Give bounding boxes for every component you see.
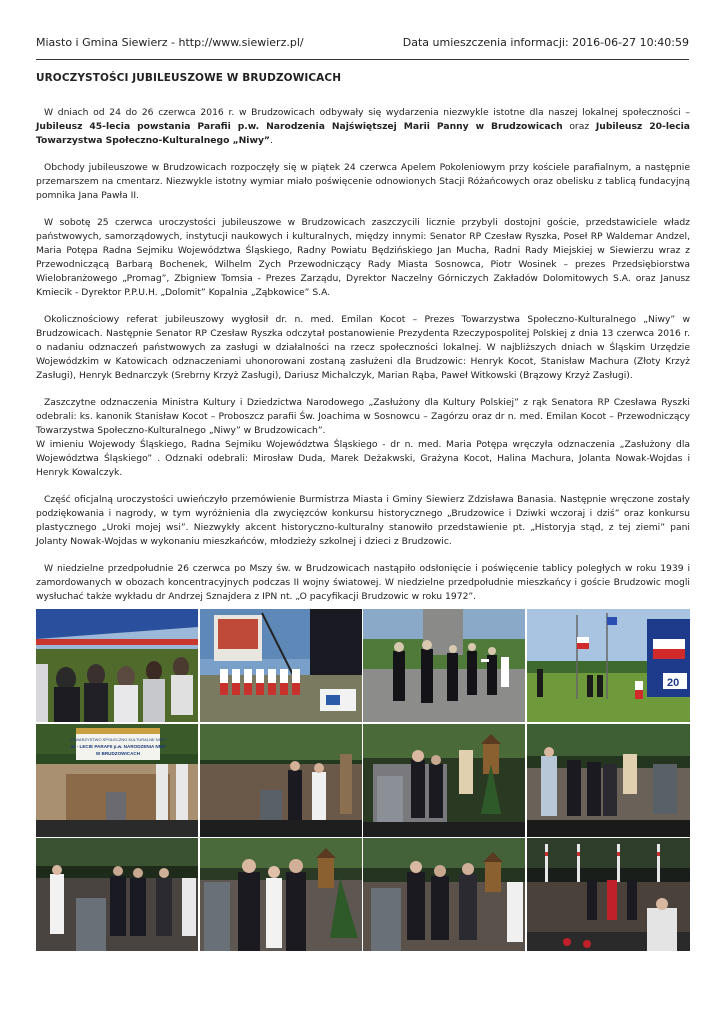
photo-handshake-award[interactable] [200,838,362,951]
publish-date: Data umieszczenia informacji: 2016-06-27 10:40:59 [402,36,689,49]
photo-evening-stage[interactable] [527,838,690,951]
photo-folk-ensemble-stage[interactable] [200,609,362,722]
paragraph: Część oficjalną uroczystości uwieńczyło przemówienie Burmistrza Miasta i Gminy Siewierz Zdzisława Banasia. Następnie wręczone zostały podziękowania i nagrody, w tym wyróżnienia dla zwycięzców konkursu historycznego „Brudzowice i Dziwki wczoraj i dziś” oraz konkursu plastycznego „Uroki mojej wsi”. Niezwykły akcent historyczno-kulturalny stanowiło przedstawienie pt. „Historyja stąd, z tej ziemi” pani Jolanty Nowak-Wojdas w wykonaniu mieszkańców, młodzieży szkolnej i dzieci z Brudzowic. [36,494,690,547]
paragraph: W niedzielne przedpołudnie 26 czerwca po Mszy św. w Brudzowicach nastąpiło odsłonięcie i poświęcenie tablicy poległych w roku 1939 i zamordowanych w obozach koncentracyjnych podczas II wojny światowej. W niedzielne przedpołudnie mieszkańcy i goście Brudzowic mogli wysłuchać także wykładu dr Andrzej Sznajdera z IPN nt. „O pacyfikacji Brudzowic w roku 1972”. [36,563,690,602]
header-divider [36,59,689,60]
photo-flags-ceremony[interactable] [527,609,690,722]
photo-award-presentation[interactable] [363,724,525,837]
site-name: Miasto i Gmina Siewierz - http://www.siewierz.pl/ [36,36,304,49]
paragraph-text: W dniach od 24 do 26 czerwca 2016 r. w Brudzowicach odbywały się wydarzenia niezwykle istotne dla naszej lokalnej społeczności – [44,107,690,118]
sign-number: 20 [666,677,679,689]
paragraph: Obchody jubileuszowe w Brudzowicach rozpoczęły się w piątek 24 czerwca Apelem Pokoleniowym przy kościele parafialnym, a następnie przemarszem na cmentarz. Niezwykle istotny wymiar miało poświęcenie odnowionych Stacji Różańcowych oraz obelisku z tablicą fundacyjną pomnika Jana Pawła II. [36,162,690,201]
paragraph-text: oraz [569,121,590,132]
article-title: UROCZYSTOŚCI JUBILEUSZOWE W BRUDZOWICACH [36,72,342,84]
photo-speakers-podium[interactable] [200,724,362,837]
banner-line-1: 45 - LECIE PARAFII p.w. NARODZENIA NMP [70,743,166,749]
paragraph [36,106,690,148]
photo-jubilee-banner-stage[interactable] [36,724,198,837]
bold-text: Jubileusz 45-lecia powstania Parafii p.w. Narodzenia Najświętszej Marii Panny w Brudzowicach [36,121,563,132]
paragraph: Zaszczytne odznaczenia Ministra Kultury i Dziedzictwa Narodowego „Zasłużony dla Kultury Polskiej” z rąk Senatora RP Czesława Ryszki odebrali: ks. kanonik Stanisław Kocot – Proboszcz parafii Św. Joachima w Sosnowcu – Zagórzu oraz dr n. med. Emilan Kocot – Przewodniczący Towarzystwa Społeczno-Kulturalnego „Niwy” w Brudzowicach”. [36,397,690,436]
photo-honorees-group[interactable] [363,838,525,951]
photo-ceremony-stage-guests[interactable] [527,724,690,837]
photo-miners-band-march[interactable] [363,609,525,722]
paragraph: W sobotę 25 czerwca uroczystości jubileuszowe w Brudzowicach zaszczycili licznie przybyli dostojni goście, przedstawiciele władz państwowych, samorządowych, instytucji naukowych i kulturalnych, między innymi: Senator RP Czesław Ryszka, Poseł RP Waldemar Andzel, Maria Potępa Radna Sejmiku Województwa Śląskiego, Radny Powiatu Będzińskiego Jan Mucha, Radni Rady Miejskiej w Siewierzu wraz z Przewodniczącą Barbarą Bochenek, Wilhelm Zych Przewodniczący Rady Miasta Sosnowca, Piotr Wosinek – prezes Przedsiębiorstwa Wielobranżowego „Promag”, Zbigniew Tomsia - Prezes Zarządu, Dyrektor Naczelny Górniczych Zakładów Dolomitowych S.A. oraz Janusz Kmiecik - Dyrektor P.P.U.H. „Dolomit” Kopalnia „Ząbkowice” S.A. [36,217,690,298]
photo-guests-under-tent[interactable] [36,609,198,722]
banner-small-text: TOWARZYSTWO SPOŁECZNO KULTURALNE NIWY [69,736,167,742]
photo-officials-at-lectern[interactable] [36,838,198,951]
banner-line-2: W BRUDZOWICACH [95,750,141,756]
page-header [36,36,689,52]
bold-text: Jubileusz 20-lecia Towarzystwa Społeczno-Kulturalnego „Niwy” [36,121,691,146]
photo-gallery [36,609,689,952]
paragraph: Okolicznościowy referat jubileuszowy wygłosił dr. n. med. Emilan Kocot – Prezes Towarzystwa Społeczno-Kulturalnego „Niwy” w Brudzowicach. Następnie Senator RP Czesław Ryszka odczytał postanowienie Prezydenta Rzeczypospolitej Polskiej z dnia 13 czerwca 2016 r. o nadaniu odznaczeń państwowych za zasługi w działalności na rzecz społeczności lokalnej. W najbliższych dniach w Śląskim Urzędzie Wojewódzkim w Katowicach odznaczeniami uhonorowani zostaną zasłużeni dla Brudzowic: Henryk Kocot, Stanisław Machura (Złoty Krzyż Zasługi), Henryk Bednarczyk (Srebrny Krzyż Zasługi), Dariusz Michalczyk, Marian Rąba, Paweł Witkowski (Brązowy Krzyż Zasługi). [36,314,690,381]
paragraph-text: . [269,135,273,146]
paragraph: W imieniu Wojewody Śląskiego, Radna Sejmiku Województwa Śląskiego - dr n. med. Maria Potępa wręczyła odznaczenia „Zasłużony dla Województwa Śląskiego” . Odznaki odebrali: Mirosław Duda, Marek Deżakwski, Grażyna Kocot, Halina Machura, Jolanta Nowak-Wojdas i Henryk Kowalczyk. [36,439,690,478]
article-body [36,106,690,617]
